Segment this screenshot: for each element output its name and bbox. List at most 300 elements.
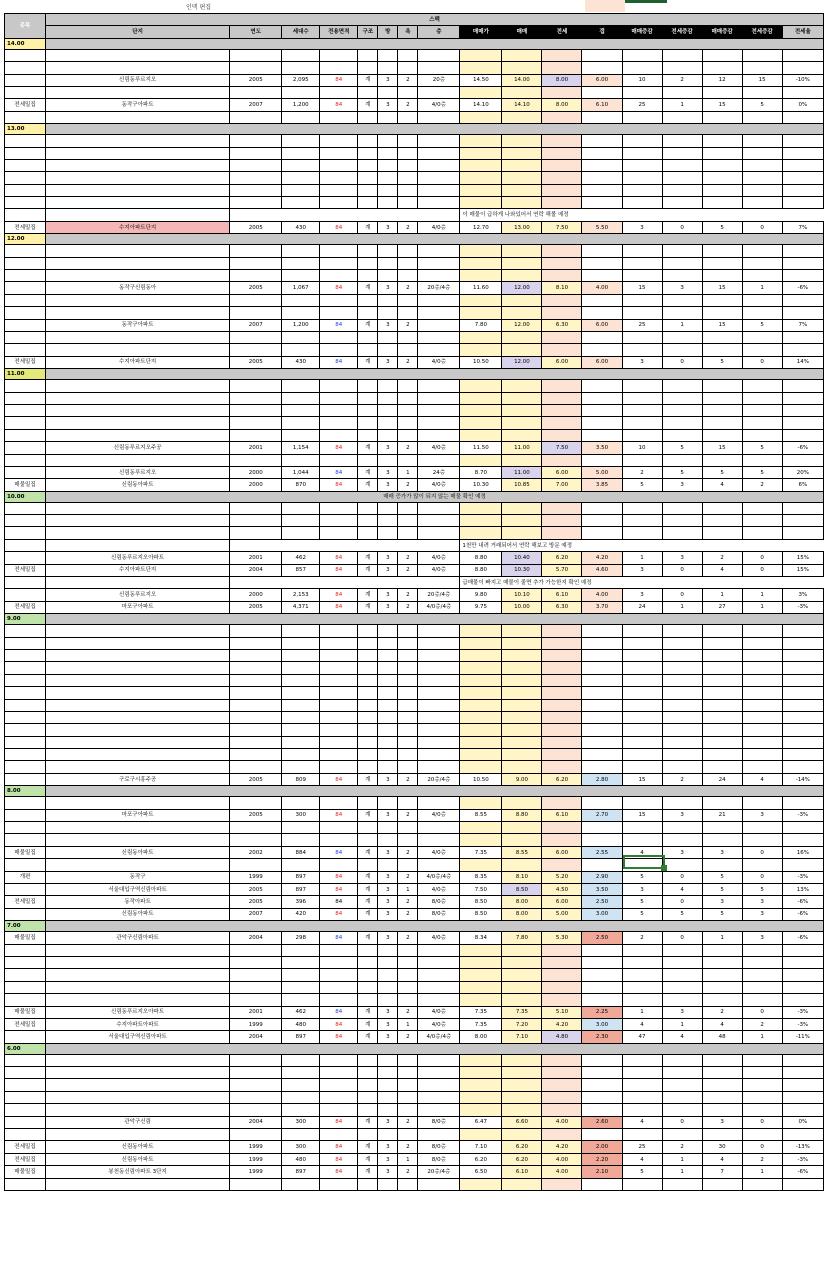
rooms-cell[interactable]: 3 — [378, 1031, 398, 1043]
households-cell[interactable]: 897 — [282, 871, 320, 883]
cell[interactable] — [418, 307, 460, 319]
cell[interactable] — [46, 736, 230, 748]
cell[interactable] — [230, 111, 282, 123]
change-cell[interactable]: 3 — [662, 846, 702, 858]
cell[interactable] — [460, 662, 502, 674]
cell[interactable] — [230, 380, 282, 392]
cell[interactable] — [542, 1054, 582, 1066]
cell[interactable] — [418, 969, 460, 981]
cell[interactable] — [320, 86, 358, 98]
baths-cell[interactable]: 2 — [398, 356, 418, 368]
households-cell[interactable]: 1,200 — [282, 319, 320, 331]
cell[interactable] — [46, 135, 230, 147]
cell[interactable] — [542, 245, 582, 257]
cell[interactable] — [320, 49, 358, 61]
cell[interactable] — [542, 749, 582, 761]
cell[interactable] — [542, 454, 582, 466]
cell[interactable] — [502, 270, 542, 282]
gap-cell[interactable]: 3.85 — [582, 479, 622, 491]
structure-cell[interactable]: 계 — [358, 601, 378, 613]
cell[interactable] — [230, 674, 282, 686]
rooms-cell[interactable]: 3 — [378, 552, 398, 564]
year-cell[interactable]: 1999 — [230, 1153, 282, 1165]
cell[interactable] — [782, 135, 823, 147]
year-cell[interactable]: 2005 — [230, 74, 282, 86]
structure-cell[interactable]: 계 — [358, 932, 378, 944]
cell[interactable] — [742, 197, 782, 209]
cell[interactable] — [5, 969, 46, 981]
cell[interactable] — [542, 1178, 582, 1190]
cell[interactable] — [46, 404, 230, 416]
cell[interactable] — [782, 724, 823, 736]
cell[interactable] — [230, 637, 282, 649]
sale-cell[interactable]: 8.55 — [502, 846, 542, 858]
cell[interactable] — [702, 172, 742, 184]
cell[interactable] — [418, 197, 460, 209]
structure-cell[interactable]: 계 — [358, 809, 378, 821]
cell[interactable] — [582, 331, 622, 343]
cell[interactable] — [460, 736, 502, 748]
baths-cell[interactable]: 2 — [398, 932, 418, 944]
cell[interactable] — [702, 859, 742, 871]
ratio-cell[interactable]: -3% — [782, 809, 823, 821]
column-header[interactable]: 갭 — [582, 26, 622, 38]
structure-cell[interactable]: 계 — [358, 74, 378, 86]
change-cell[interactable]: 2 — [702, 552, 742, 564]
rooms-cell[interactable]: 3 — [378, 99, 398, 111]
households-cell[interactable]: 1,044 — [282, 466, 320, 478]
cell[interactable] — [418, 294, 460, 306]
cell[interactable] — [742, 257, 782, 269]
row-tag[interactable] — [5, 1031, 46, 1043]
sale-cell[interactable]: 8.80 — [502, 809, 542, 821]
cell[interactable] — [460, 245, 502, 257]
change-cell[interactable]: 3 — [702, 1116, 742, 1128]
cell[interactable] — [398, 515, 418, 527]
cell[interactable] — [378, 270, 398, 282]
households-cell[interactable]: 884 — [282, 846, 320, 858]
cell[interactable] — [502, 1091, 542, 1103]
cell[interactable] — [502, 417, 542, 429]
cell[interactable] — [398, 699, 418, 711]
cell[interactable] — [5, 1091, 46, 1103]
jeonse-cell[interactable]: 5.20 — [542, 871, 582, 883]
year-cell[interactable]: 2001 — [230, 442, 282, 454]
cell[interactable] — [358, 944, 378, 956]
cell[interactable] — [502, 761, 542, 773]
cell[interactable] — [418, 257, 460, 269]
cell[interactable] — [622, 147, 662, 159]
cell[interactable] — [702, 711, 742, 723]
change-cell[interactable]: 0 — [662, 896, 702, 908]
cell[interactable] — [5, 637, 46, 649]
cell[interactable] — [702, 159, 742, 171]
sale-cell[interactable]: 11.00 — [502, 442, 542, 454]
cell[interactable] — [662, 159, 702, 171]
cell[interactable] — [502, 159, 542, 171]
cell[interactable] — [582, 981, 622, 993]
cell[interactable] — [320, 859, 358, 871]
change-cell[interactable]: 5 — [742, 99, 782, 111]
cell[interactable] — [398, 331, 418, 343]
cell[interactable] — [378, 625, 398, 637]
cell[interactable] — [398, 1104, 418, 1116]
cell[interactable] — [418, 502, 460, 514]
cell[interactable] — [378, 404, 398, 416]
cell[interactable] — [622, 981, 662, 993]
cell[interactable] — [502, 637, 542, 649]
row-tag[interactable] — [5, 589, 46, 601]
ratio-cell[interactable]: 0% — [782, 1116, 823, 1128]
cell[interactable] — [742, 834, 782, 846]
price-cell[interactable]: 8.34 — [460, 932, 502, 944]
cell[interactable] — [418, 527, 460, 539]
column-header[interactable]: 전용면적 — [320, 26, 358, 38]
cell[interactable] — [358, 981, 378, 993]
cell[interactable] — [418, 454, 460, 466]
cell[interactable] — [418, 1129, 460, 1141]
cell[interactable] — [782, 502, 823, 514]
cell[interactable] — [378, 147, 398, 159]
cell[interactable] — [542, 699, 582, 711]
area-cell[interactable]: 84 — [320, 932, 358, 944]
cell[interactable] — [742, 1091, 782, 1103]
cell[interactable] — [542, 956, 582, 968]
year-cell[interactable]: 2005 — [230, 601, 282, 613]
cell[interactable] — [622, 404, 662, 416]
cell[interactable] — [622, 662, 662, 674]
change-cell[interactable]: 4 — [702, 1153, 742, 1165]
cell[interactable] — [702, 502, 742, 514]
gap-cell[interactable]: 3.70 — [582, 601, 622, 613]
cell[interactable] — [622, 49, 662, 61]
cell[interactable] — [378, 417, 398, 429]
cell[interactable] — [622, 245, 662, 257]
cell[interactable] — [320, 270, 358, 282]
year-cell[interactable]: 1999 — [230, 1018, 282, 1030]
cell[interactable] — [742, 1104, 782, 1116]
cell[interactable] — [378, 515, 398, 527]
complex-name[interactable]: 동작구아파트 — [46, 319, 230, 331]
price-cell[interactable]: 14.10 — [460, 99, 502, 111]
cell[interactable] — [742, 944, 782, 956]
cell[interactable] — [542, 994, 582, 1006]
cell[interactable] — [398, 307, 418, 319]
change-cell[interactable]: 10 — [622, 442, 662, 454]
cell[interactable] — [582, 135, 622, 147]
structure-cell[interactable]: 계 — [358, 773, 378, 785]
cell[interactable] — [742, 724, 782, 736]
cell[interactable] — [782, 62, 823, 74]
price-cell[interactable]: 8.55 — [460, 809, 502, 821]
cell[interactable] — [502, 981, 542, 993]
cell[interactable] — [378, 135, 398, 147]
cell[interactable] — [582, 307, 622, 319]
cell[interactable] — [502, 969, 542, 981]
cell[interactable] — [320, 662, 358, 674]
floor-cell[interactable]: 8/0층 — [418, 1141, 460, 1153]
cell[interactable] — [622, 822, 662, 834]
cell[interactable] — [5, 749, 46, 761]
cell[interactable] — [582, 172, 622, 184]
cell[interactable] — [282, 662, 320, 674]
complex-name[interactable]: 신림동아파트 — [46, 908, 230, 920]
cell[interactable] — [782, 49, 823, 61]
cell[interactable] — [230, 761, 282, 773]
rooms-cell[interactable]: 3 — [378, 479, 398, 491]
cell[interactable] — [622, 429, 662, 441]
cell[interactable] — [378, 1178, 398, 1190]
baths-cell[interactable]: 2 — [398, 74, 418, 86]
complex-name[interactable]: 구로구시흥주공 — [46, 773, 230, 785]
complex-name[interactable]: 봉천동신림아파트 3단지 — [46, 1166, 230, 1178]
year-cell[interactable]: 2005 — [230, 356, 282, 368]
group-label[interactable]: 10.00 — [5, 491, 46, 502]
cell[interactable] — [378, 956, 398, 968]
ratio-cell[interactable]: -3% — [782, 1018, 823, 1030]
cell[interactable] — [358, 392, 378, 404]
jeonse-cell[interactable]: 6.00 — [542, 356, 582, 368]
cell[interactable] — [230, 245, 282, 257]
baths-cell[interactable]: 1 — [398, 1018, 418, 1030]
row-tag[interactable]: 매물밀집 — [5, 479, 46, 491]
floor-cell[interactable]: 4/0층 — [418, 356, 460, 368]
rooms-cell[interactable]: 3 — [378, 908, 398, 920]
change-cell[interactable]: 2 — [622, 466, 662, 478]
change-cell[interactable]: 2 — [622, 932, 662, 944]
row-tag[interactable] — [5, 466, 46, 478]
jeonse-cell[interactable]: 6.00 — [542, 846, 582, 858]
change-cell[interactable]: 0 — [662, 356, 702, 368]
cell[interactable] — [5, 392, 46, 404]
cell[interactable] — [5, 1178, 46, 1190]
cell[interactable] — [358, 380, 378, 392]
change-cell[interactable]: 12 — [702, 74, 742, 86]
cell[interactable] — [5, 172, 46, 184]
cell[interactable] — [358, 62, 378, 74]
sale-cell[interactable]: 6.20 — [502, 1153, 542, 1165]
area-cell[interactable]: 84 — [320, 99, 358, 111]
floor-cell[interactable]: 20층/4층 — [418, 282, 460, 294]
cell[interactable] — [418, 404, 460, 416]
change-cell[interactable]: 5 — [742, 466, 782, 478]
cell[interactable] — [46, 969, 230, 981]
cell[interactable] — [742, 981, 782, 993]
cell[interactable] — [320, 1178, 358, 1190]
cell[interactable] — [742, 859, 782, 871]
cell[interactable] — [502, 172, 542, 184]
rooms-cell[interactable]: 3 — [378, 1006, 398, 1018]
cell[interactable] — [622, 172, 662, 184]
structure-cell[interactable]: 계 — [358, 99, 378, 111]
cell[interactable] — [398, 270, 418, 282]
cell[interactable] — [418, 172, 460, 184]
cell[interactable] — [460, 429, 502, 441]
structure-cell[interactable]: 계 — [358, 442, 378, 454]
cell[interactable] — [398, 257, 418, 269]
cell[interactable] — [46, 331, 230, 343]
cell[interactable] — [662, 135, 702, 147]
cell[interactable] — [378, 307, 398, 319]
cell[interactable] — [782, 761, 823, 773]
cell[interactable] — [282, 994, 320, 1006]
jeonse-cell[interactable]: 4.20 — [542, 1141, 582, 1153]
cell[interactable] — [320, 307, 358, 319]
cell[interactable] — [358, 307, 378, 319]
change-cell[interactable]: 3 — [662, 282, 702, 294]
change-cell[interactable]: 0 — [742, 564, 782, 576]
cell[interactable] — [46, 1079, 230, 1091]
cell[interactable] — [502, 834, 542, 846]
baths-cell[interactable]: 2 — [398, 871, 418, 883]
cell[interactable] — [702, 331, 742, 343]
cell[interactable] — [378, 344, 398, 356]
cell[interactable] — [460, 515, 502, 527]
cell[interactable] — [582, 270, 622, 282]
change-cell[interactable]: 5 — [662, 466, 702, 478]
rooms-cell[interactable]: 3 — [378, 282, 398, 294]
sale-cell[interactable]: 8.10 — [502, 871, 542, 883]
cell[interactable] — [282, 392, 320, 404]
cell[interactable] — [702, 724, 742, 736]
gap-cell[interactable]: 2.30 — [582, 1031, 622, 1043]
cell[interactable] — [46, 257, 230, 269]
cell[interactable] — [46, 956, 230, 968]
cell[interactable] — [782, 1091, 823, 1103]
cell[interactable] — [5, 1104, 46, 1116]
cell[interactable] — [502, 404, 542, 416]
cell[interactable] — [702, 649, 742, 661]
cell[interactable] — [398, 1079, 418, 1091]
cell[interactable] — [662, 307, 702, 319]
cell[interactable] — [378, 944, 398, 956]
cell[interactable] — [320, 344, 358, 356]
cell[interactable] — [582, 711, 622, 723]
change-cell[interactable]: 1 — [662, 99, 702, 111]
cell[interactable] — [320, 172, 358, 184]
cell[interactable] — [782, 969, 823, 981]
change-cell[interactable]: 4 — [662, 1031, 702, 1043]
cell[interactable] — [582, 1104, 622, 1116]
group-label[interactable]: 11.00 — [5, 369, 46, 380]
cell[interactable] — [5, 294, 46, 306]
area-cell[interactable]: 84 — [320, 1116, 358, 1128]
structure-cell[interactable]: 계 — [358, 282, 378, 294]
cell[interactable] — [320, 749, 358, 761]
households-cell[interactable]: 897 — [282, 884, 320, 896]
cell[interactable] — [358, 711, 378, 723]
sale-cell[interactable]: 10.85 — [502, 479, 542, 491]
floor-cell[interactable]: 8/0층 — [418, 908, 460, 920]
structure-cell[interactable]: 계 — [358, 1153, 378, 1165]
cell[interactable] — [320, 944, 358, 956]
cell[interactable] — [502, 294, 542, 306]
cell[interactable] — [282, 699, 320, 711]
cell[interactable] — [742, 417, 782, 429]
cell[interactable] — [418, 417, 460, 429]
ratio-cell[interactable]: 15% — [782, 564, 823, 576]
baths-cell[interactable]: 2 — [398, 908, 418, 920]
cell[interactable] — [5, 380, 46, 392]
cell[interactable] — [320, 294, 358, 306]
cell[interactable] — [662, 822, 702, 834]
cell[interactable] — [358, 994, 378, 1006]
cell[interactable] — [582, 392, 622, 404]
floor-cell[interactable]: 20층/4층 — [418, 773, 460, 785]
gap-cell[interactable]: 5.50 — [582, 221, 622, 233]
row-tag[interactable] — [5, 908, 46, 920]
cell[interactable] — [742, 822, 782, 834]
cell[interactable] — [46, 662, 230, 674]
cell[interactable] — [742, 159, 782, 171]
area-cell[interactable]: 84 — [320, 601, 358, 613]
cell[interactable] — [702, 527, 742, 539]
cell[interactable] — [282, 86, 320, 98]
cell[interactable] — [358, 159, 378, 171]
cell[interactable] — [282, 380, 320, 392]
change-cell[interactable]: 0 — [662, 564, 702, 576]
area-cell[interactable]: 84 — [320, 282, 358, 294]
cell[interactable] — [702, 834, 742, 846]
cell[interactable] — [282, 1104, 320, 1116]
cell[interactable] — [502, 625, 542, 637]
year-cell[interactable]: 2007 — [230, 908, 282, 920]
cell[interactable] — [542, 147, 582, 159]
cell[interactable] — [662, 687, 702, 699]
group-label[interactable]: 13.00 — [5, 124, 46, 135]
gap-cell[interactable]: 2.80 — [582, 773, 622, 785]
cell[interactable] — [502, 724, 542, 736]
jeonse-cell[interactable]: 4.00 — [542, 1153, 582, 1165]
cell[interactable] — [358, 184, 378, 196]
cell[interactable] — [460, 674, 502, 686]
cell[interactable] — [742, 515, 782, 527]
cell[interactable] — [542, 331, 582, 343]
cell[interactable] — [742, 662, 782, 674]
ratio-cell[interactable]: -10% — [782, 74, 823, 86]
price-cell[interactable]: 6.50 — [460, 1166, 502, 1178]
cell[interactable] — [46, 49, 230, 61]
cell[interactable] — [398, 344, 418, 356]
cell[interactable] — [230, 625, 282, 637]
cell[interactable] — [282, 147, 320, 159]
cell[interactable] — [662, 649, 702, 661]
jeonse-cell[interactable]: 4.00 — [542, 1116, 582, 1128]
cell[interactable] — [378, 527, 398, 539]
households-cell[interactable]: 897 — [282, 1031, 320, 1043]
change-cell[interactable]: 0 — [742, 1116, 782, 1128]
ratio-cell[interactable]: -3% — [782, 871, 823, 883]
complex-name[interactable]: 신림동푸르지오 — [46, 74, 230, 86]
sale-cell[interactable]: 10.00 — [502, 601, 542, 613]
rooms-cell[interactable]: 3 — [378, 442, 398, 454]
cell[interactable] — [378, 994, 398, 1006]
price-cell[interactable]: 8.00 — [460, 1031, 502, 1043]
cell[interactable] — [230, 687, 282, 699]
group-label[interactable]: 14.00 — [5, 38, 46, 49]
jeonse-cell[interactable]: 6.30 — [542, 319, 582, 331]
cell[interactable] — [702, 637, 742, 649]
cell[interactable] — [378, 662, 398, 674]
cell[interactable] — [582, 736, 622, 748]
area-cell[interactable]: 84 — [320, 908, 358, 920]
row-tag[interactable] — [5, 442, 46, 454]
cell[interactable] — [742, 454, 782, 466]
cell[interactable] — [320, 1079, 358, 1091]
cell[interactable] — [702, 454, 742, 466]
cell[interactable] — [622, 944, 662, 956]
row-tag[interactable]: 전세밀집 — [5, 564, 46, 576]
